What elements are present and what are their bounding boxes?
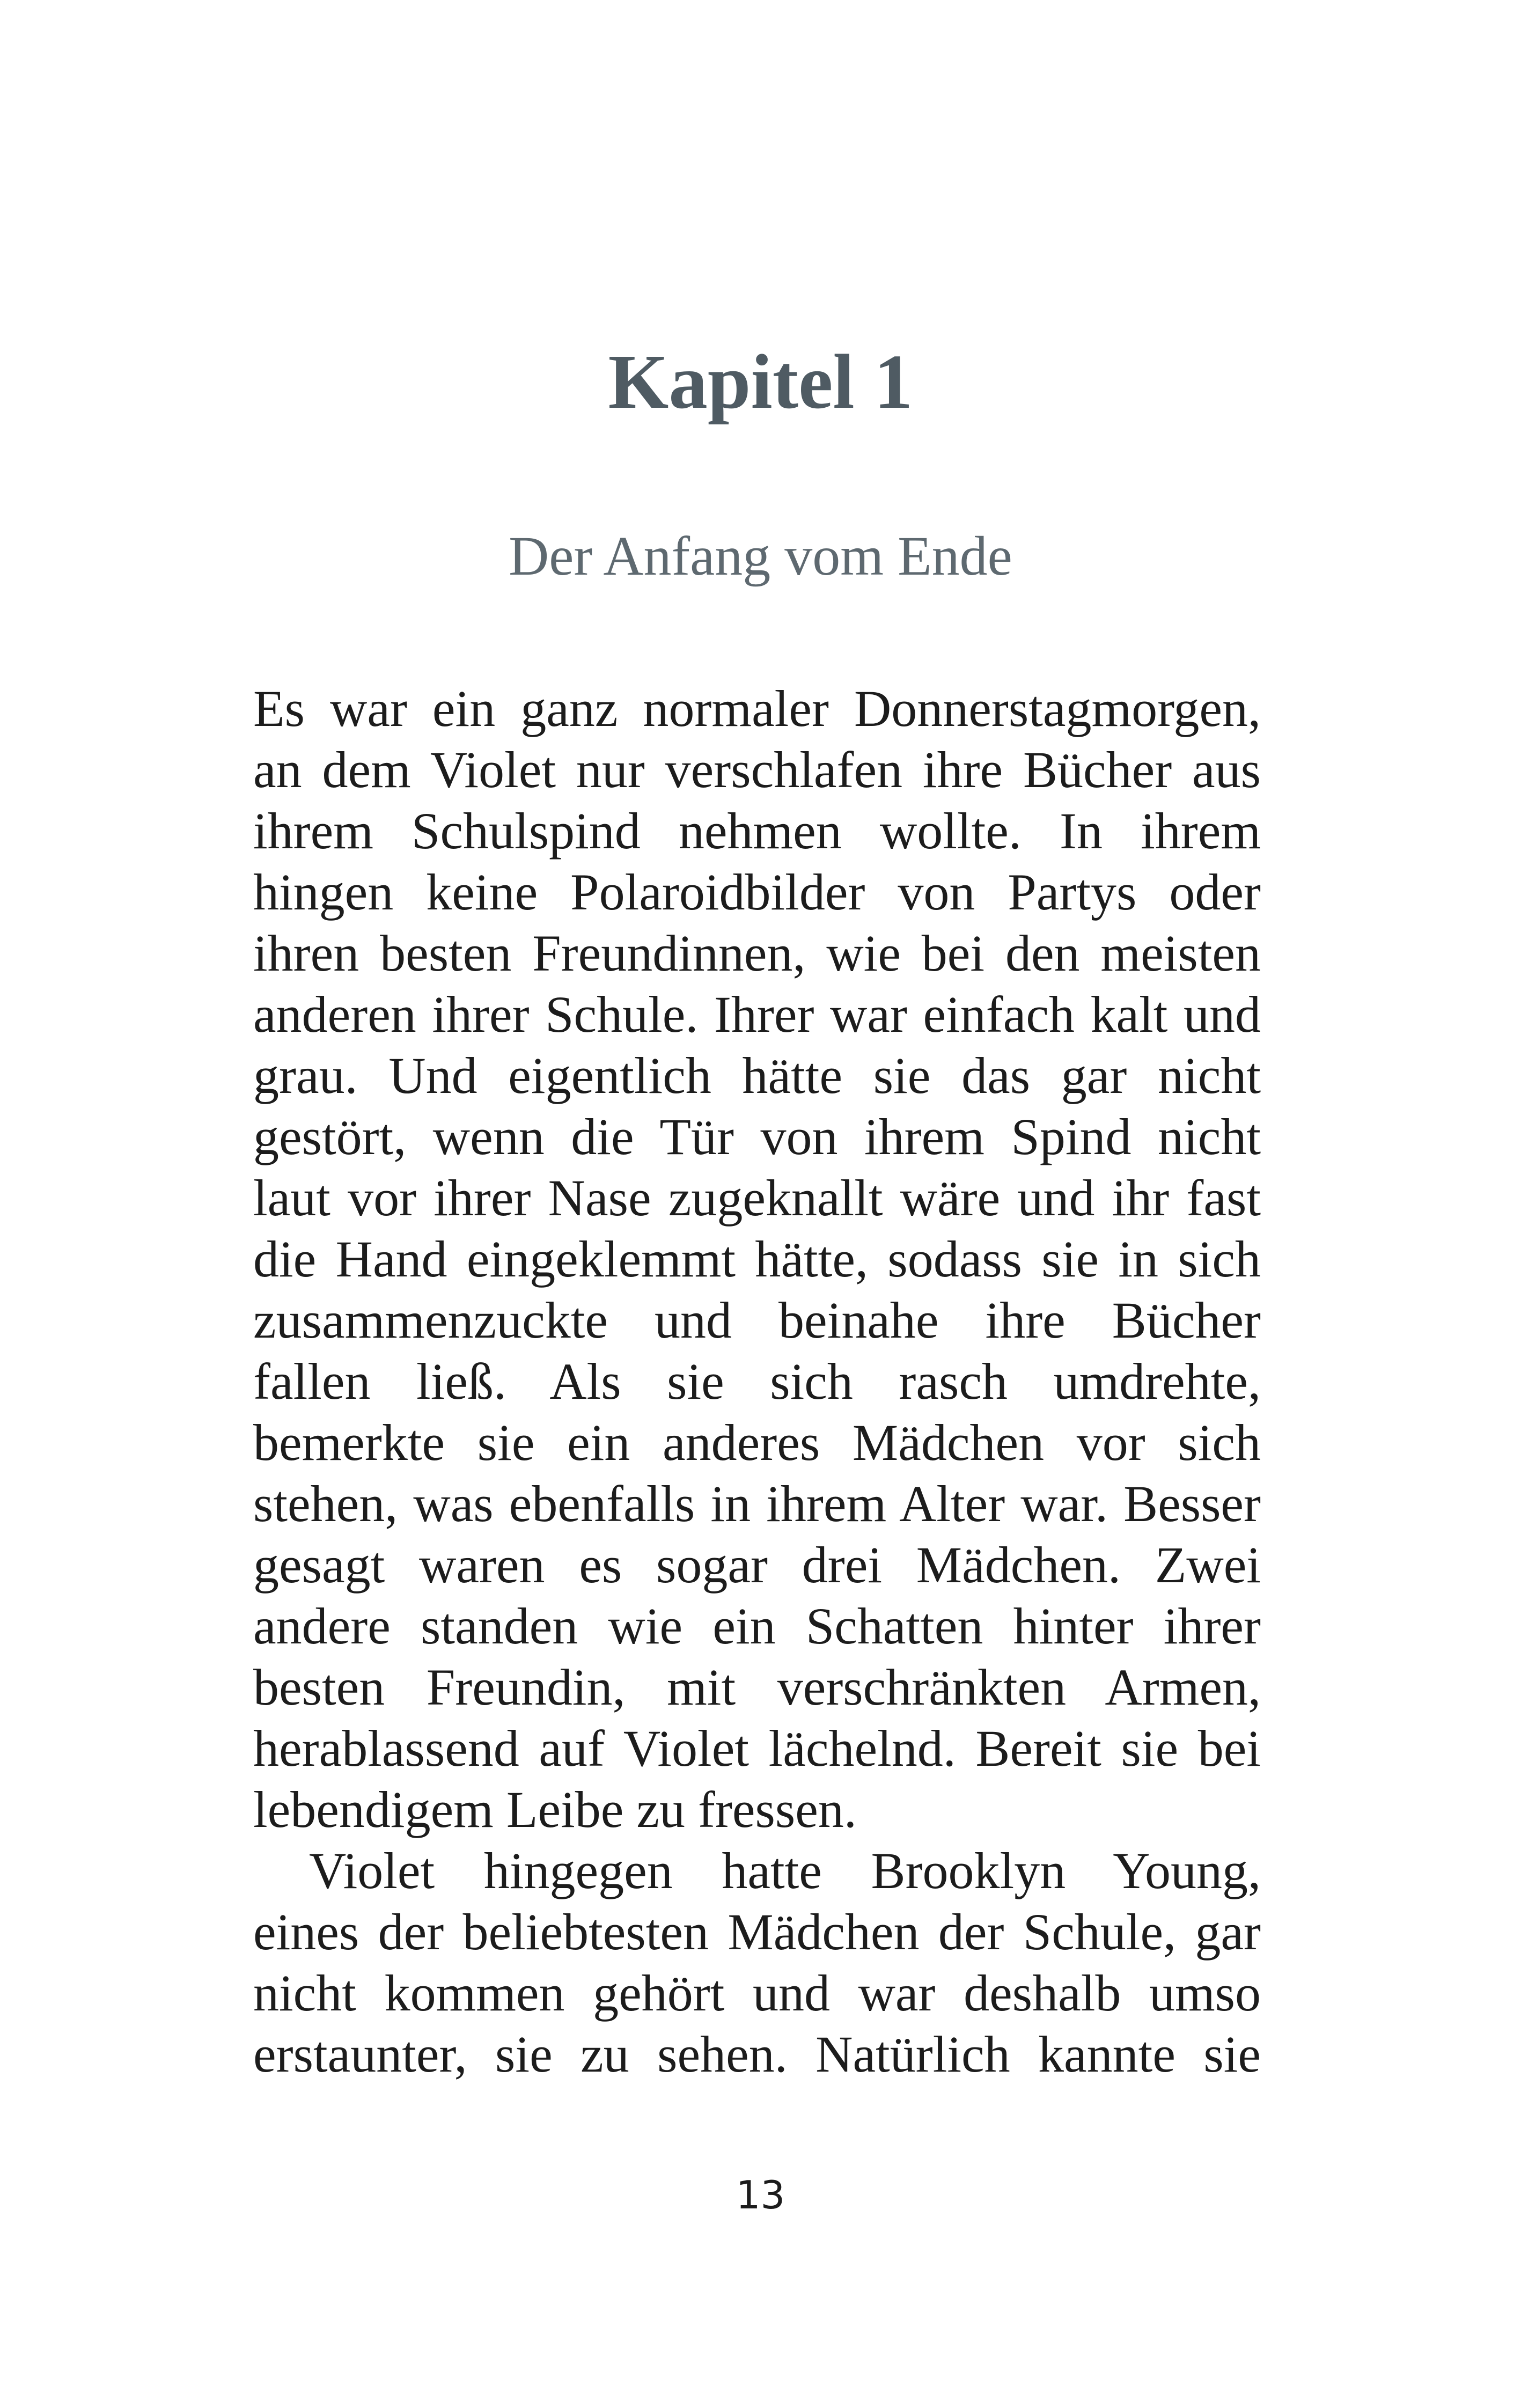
text-line: anderen ihrer Schule. Ihrer war einfach kalt und — [253, 986, 1261, 1043]
text-line: hingen keine Polaroidbilder von Partys oder — [253, 863, 1261, 921]
text-line: an dem Violet nur verschlafen ihre Bücher aus — [253, 741, 1261, 798]
text-line: ihrem Schulspind nehmen wollte. In ihrem — [253, 802, 1261, 860]
text-line: Es war ein ganz normaler Donnerstagmorgen, — [253, 680, 1261, 737]
text-line: andere standen wie ein Schatten hinter ihrer — [253, 1597, 1261, 1655]
text-line: fallen ließ. Als sie sich rasch umdrehte, — [253, 1353, 1261, 1410]
page-number: 13 — [736, 2172, 785, 2218]
chapter-subtitle: Der Anfang vom Ende — [509, 525, 1012, 587]
text-line: eines der beliebtesten Mädchen der Schule, gar — [253, 1903, 1261, 1961]
text-line: herablassend auf Violet lächelnd. Bereit sie bei — [253, 1720, 1261, 1777]
chapter-title: Kapitel 1 — [608, 339, 913, 425]
text-line: stehen, was ebenfalls in ihrem Alter war. Besser — [253, 1475, 1261, 1532]
text-line: grau. Und eigentlich hätte sie das gar nicht — [253, 1047, 1261, 1104]
text-line: laut vor ihrer Nase zugeknallt wäre und ihr fast — [253, 1169, 1261, 1227]
text-line: besten Freundin, mit verschränkten Armen, — [253, 1658, 1261, 1716]
text-line: nicht kommen gehört und war deshalb umso — [253, 1964, 1261, 2022]
text-line: Violet hingegen hatte Brooklyn Young, — [309, 1842, 1261, 1899]
text-line: die Hand eingeklemmt hätte, sodass sie in sich — [253, 1230, 1261, 1288]
text-line: gestört, wenn die Tür von ihrem Spind nicht — [253, 1108, 1261, 1165]
text-line: bemerkte sie ein anderes Mädchen vor sich — [253, 1414, 1261, 1471]
text-line: lebendigem Leibe zu fressen. — [253, 1781, 857, 1838]
text-line: zusammenzuckte und beinahe ihre Bücher — [253, 1291, 1261, 1349]
text-line: erstaunter, sie zu sehen. Natürlich kannte sie — [253, 2025, 1261, 2083]
body-text — [253, 678, 1261, 2085]
text-line: gesagt waren es sogar drei Mädchen. Zwei — [253, 1536, 1261, 1594]
text-line: ihren besten Freundinnen, wie bei den meisten — [253, 924, 1261, 982]
